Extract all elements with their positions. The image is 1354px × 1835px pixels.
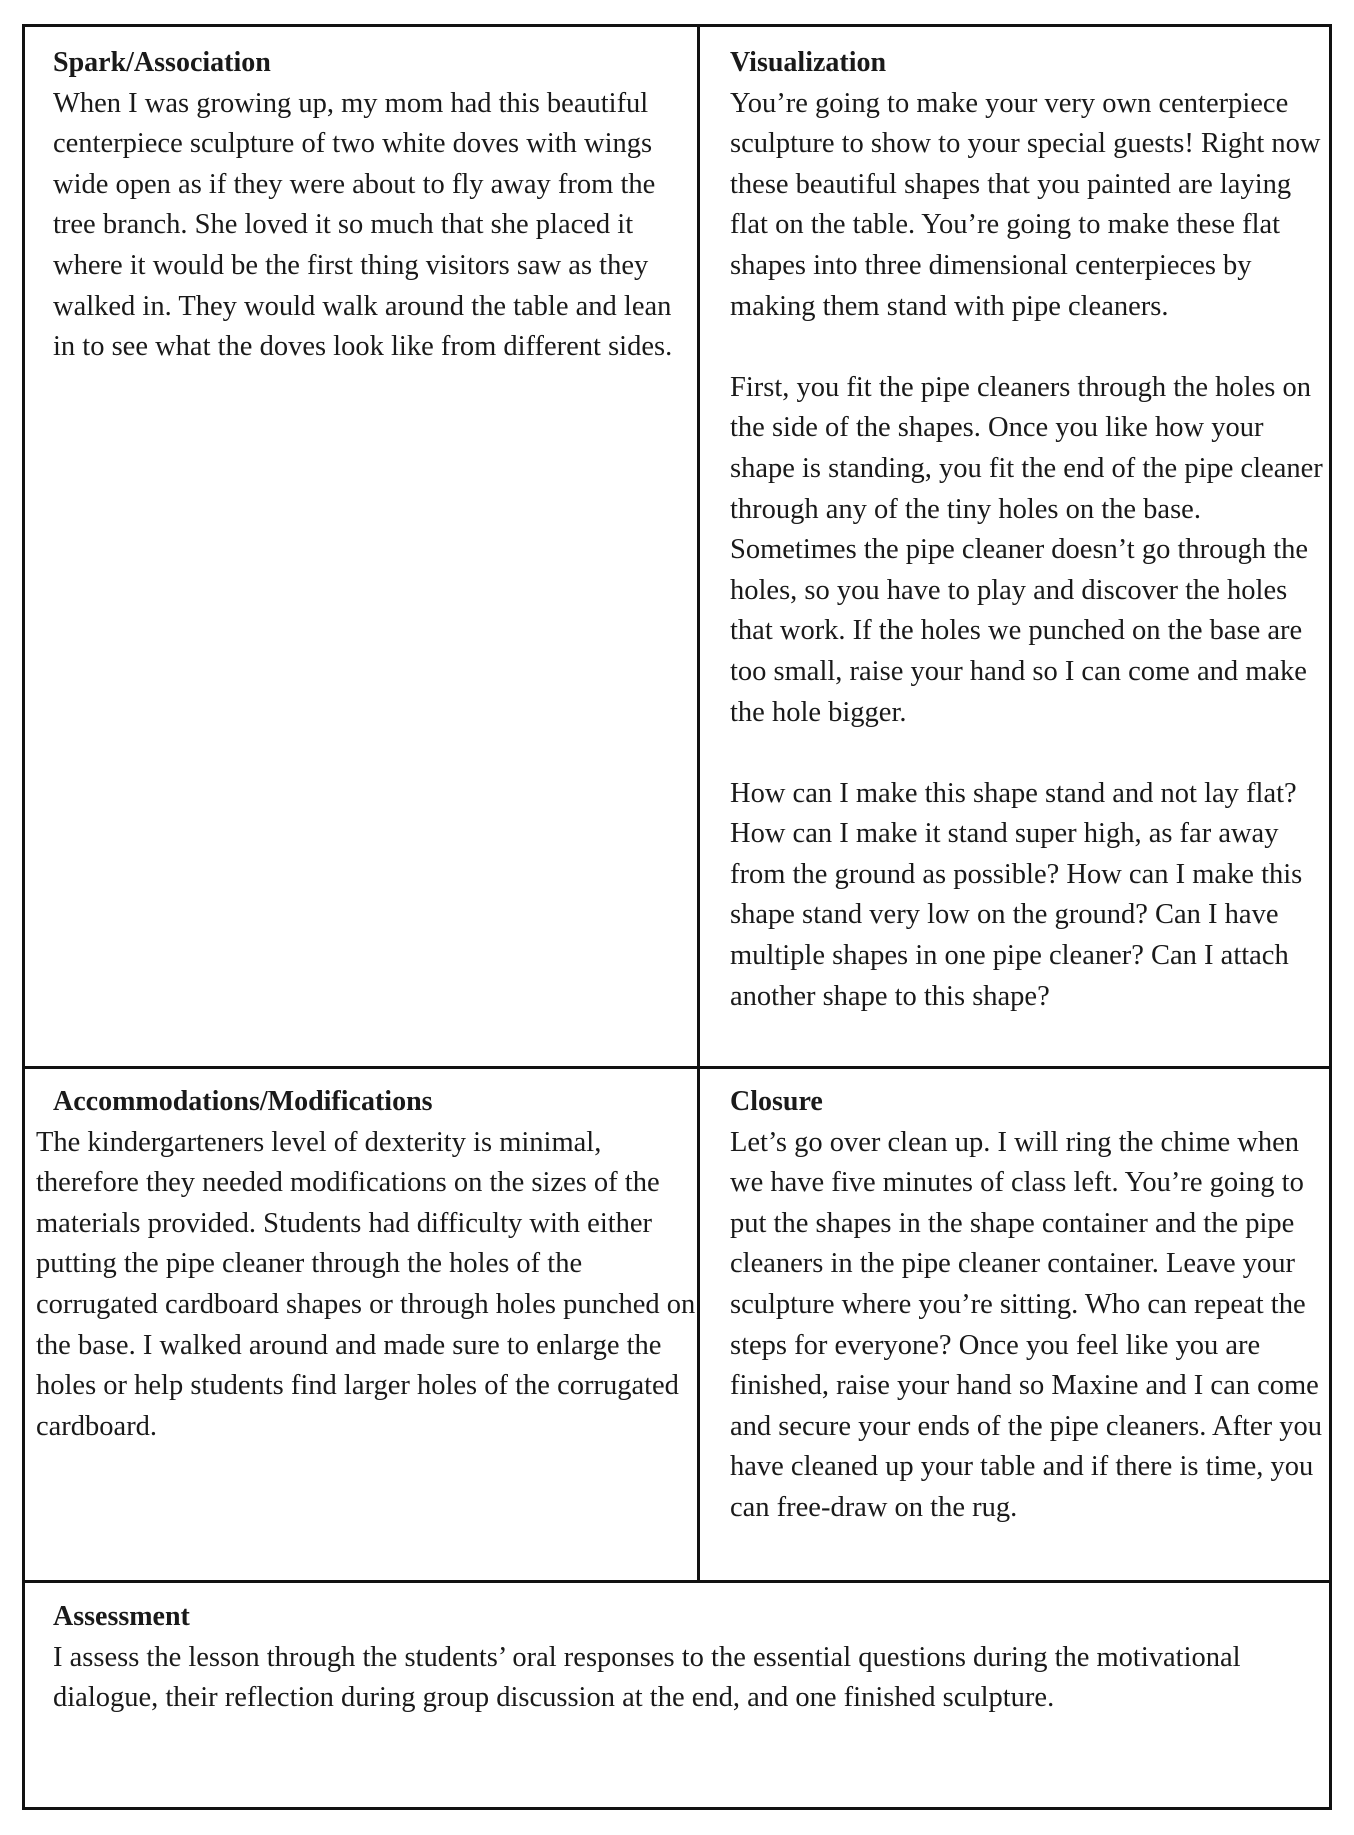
accommodations-heading: Accommodations/Modifications	[53, 1086, 433, 1117]
visualization-paragraph-3: How can I make this shape stand and not lay flat? How can I make it stand super high, as far away from the ground as possible? How can I make this shape stand very low on the ground? Can I have multiple shapes in one pipe cleaner? Can I attach another shape to this shape?	[730, 777, 1303, 1012]
row-divider-1	[25, 1066, 1329, 1069]
row-divider-2	[25, 1580, 1329, 1583]
spark-association-cell	[53, 43, 683, 368]
closure-body: Let’s go over clean up. I will ring the chime when we have five minutes of class left. You’re going to put the shapes in the shape container and the pipe cleaners in the pipe cleaner container. Leave your sculpture where you’re sitting. Who can repeat the steps for everyone? Once you feel like you are finished, raise your hand so Maxine and I can come and secure your ends of the pipe cleaners. After you have cleaned up your table and if there is time, you can free-draw on the rug.	[730, 1126, 1322, 1523]
accommodations-cell	[36, 1082, 696, 1447]
column-divider	[697, 27, 700, 1580]
visualization-heading: Visualization	[730, 47, 887, 78]
accommodations-body: The kindergarteners level of dexterity is minimal, therefore they needed modifications on the sizes of the materials provided. Students had difficulty with either putting the pipe cleaner through the holes of the corrugated cardboard shapes or through holes punched on the base. I walked around and made sure to enlarge the holes or help students find larger holes of the corrugated cardboard.	[36, 1126, 696, 1442]
closure-cell	[730, 1082, 1330, 1529]
lesson-plan-table	[22, 24, 1332, 1810]
visualization-paragraph-2: First, you fit the pipe cleaners through the holes on the side of the shapes. Once you like how your shape is standing, you fit the end of the pipe cleaner through any of the tiny holes on the base. Sometimes the pipe cleaner doesn’t go through the holes, so you have to play and discover the holes that work. If the holes we punched on the base are too small, raise your hand so I can come and make the hole bigger.	[730, 371, 1323, 728]
assessment-cell	[53, 1597, 1323, 1719]
assessment-body: I assess the lesson through the students’ oral responses to the essential questions during the motivational dialogue, their reflection during group discussion at the end, and one finished sculpture.	[53, 1641, 1241, 1714]
visualization-paragraph-1: You’re going to make your very own centerpiece sculpture to show to your special guests! Right now these beautiful shapes that you painted are laying flat on the table. You’re going to make these flat shapes into three dimensional centerpieces by making them stand with pipe cleaners.	[730, 87, 1321, 322]
visualization-cell	[730, 43, 1330, 1017]
spark-heading: Spark/Association	[53, 47, 271, 78]
closure-heading: Closure	[730, 1086, 823, 1117]
spark-body: When I was growing up, my mom had this beautiful centerpiece sculpture of two white doves with wings wide open as if they were about to fly away from the tree branch. She loved it so much that she placed it where it would be the first thing visitors saw as they walked in. They would walk around the table and lean in to see what the doves look like from different sides.	[53, 87, 673, 363]
assessment-heading: Assessment	[53, 1601, 190, 1632]
